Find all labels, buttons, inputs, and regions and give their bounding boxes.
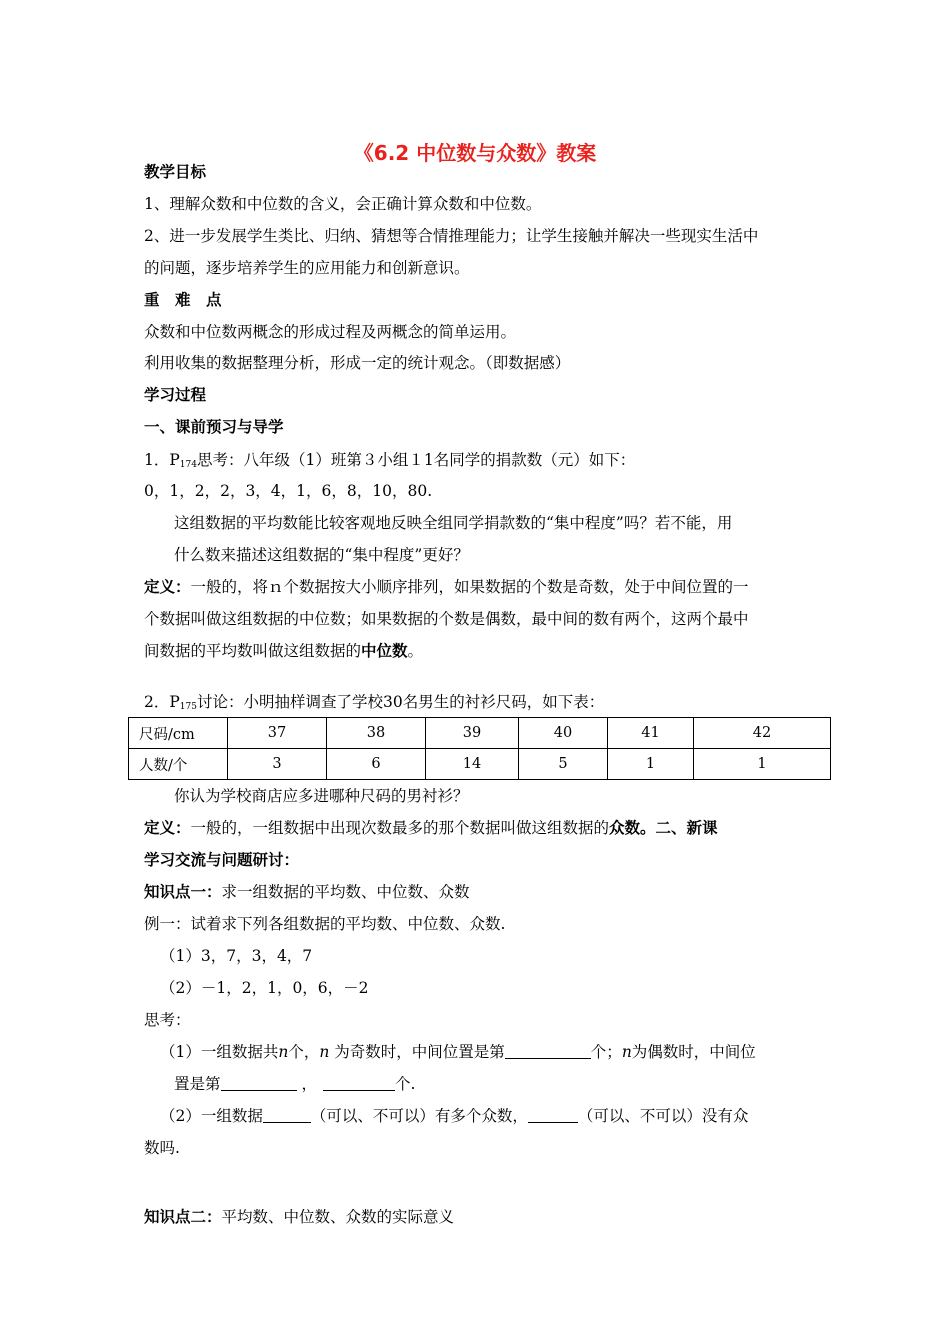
process-heading: 学习过程 — [144, 386, 207, 404]
objective-item-2-line-2: 的问题，逐步培养学生的应用能力和创新意识。 — [144, 259, 470, 277]
think-2-text-b: （可以、不可以）有多个众数， — [310, 1107, 528, 1125]
table-cell: 37 — [228, 718, 327, 749]
table-cell: 1 — [694, 749, 831, 780]
definition-median-line-3 — [144, 641, 423, 661]
table-cell: 42 — [694, 718, 831, 749]
definition-median-text-3: 间数据的平均数叫做这组数据的 — [144, 642, 362, 660]
think-1-text-e: 为偶数时，中间位 — [631, 1043, 756, 1061]
objectives-heading: 教学目标 — [144, 163, 207, 181]
definition-median-line-1 — [144, 577, 749, 597]
knowledge-point-1-text: 求一组数据的平均数、中位数、众数 — [221, 883, 470, 901]
section-1-heading: 一、课前预习与导学 — [144, 418, 284, 436]
variable-n: n — [621, 1043, 632, 1061]
example-1-set-1: （1）3，7，3，4，7 — [160, 947, 313, 965]
think-2-text-c: （可以、不可以）没有众 — [577, 1107, 749, 1125]
think-2-text-a: （2）一组数据 — [160, 1107, 263, 1125]
knowledge-point-1 — [144, 882, 470, 902]
think-1-text-c: 为奇数时，中间位置是第 — [329, 1043, 505, 1061]
knowledge-point-1-label: 知识点一： — [144, 883, 222, 901]
think-2-line-1 — [160, 1106, 748, 1126]
table-row — [129, 749, 831, 780]
new-lesson-heading: 。二、新课 — [640, 819, 718, 837]
table-row-header: 人数/个 — [129, 749, 228, 780]
answer-blank[interactable] — [263, 1106, 311, 1123]
key-points-heading: 重 难 点 — [144, 291, 222, 309]
table-cell: 41 — [608, 718, 694, 749]
section-2-heading: 学习交流与问题研讨： — [144, 851, 300, 869]
table-cell: 39 — [426, 718, 519, 749]
table-row — [129, 718, 831, 749]
table-cell: 40 — [519, 718, 608, 749]
mode-term: 众数 — [609, 819, 641, 837]
think-label: 思考： — [144, 1011, 191, 1029]
table-cell: 3 — [228, 749, 327, 780]
objective-item-1: 1、理解众数和中位数的含义，会正确计算众数和中位数。 — [144, 195, 542, 213]
definition-median-text-1: 一般的，将ｎ个数据按大小顺序排列，如果数据的个数是奇数，处于中间位置的一 — [190, 578, 749, 596]
answer-blank[interactable] — [323, 1074, 395, 1091]
example-1: 例一：试着求下列各组数据的平均数、中位数、众数. — [144, 915, 506, 933]
shirt-size-table — [128, 717, 831, 780]
definition-mode — [144, 818, 718, 838]
table-row-header: 尺码/cm — [129, 718, 228, 749]
example-1-set-2: （2）－1，2，1，0，6，－2 — [160, 979, 369, 997]
knowledge-point-2-text: 平均数、中位数、众数的实际意义 — [221, 1208, 455, 1226]
answer-blank[interactable] — [528, 1106, 578, 1123]
table-cell: 5 — [519, 749, 608, 780]
table-cell: 1 — [608, 749, 694, 780]
question-2-page: 175 — [179, 702, 197, 712]
definition-label: 定义： — [144, 819, 191, 837]
variable-n: n — [278, 1043, 289, 1061]
document-title: 《6.2 中位数与众数》教案 — [353, 141, 597, 165]
objective-item-2-line-1: 2、进一步发展学生类比、归纳、猜想等合情推理能力；让学生接触并解决一些现实生活中 — [144, 227, 759, 245]
think-1-text-b: 个， — [288, 1043, 320, 1061]
question-2 — [144, 692, 604, 717]
key-point-line-2: 利用收集的数据整理分析，形成一定的统计观念。（即数据感） — [144, 354, 571, 372]
table-cell: 38 — [327, 718, 426, 749]
question-2-prefix: 2．P — [144, 693, 180, 711]
think-1-text-d: 个； — [590, 1043, 622, 1061]
table-cell: 6 — [327, 749, 426, 780]
question-1 — [144, 450, 635, 475]
median-term: 中位数 — [361, 642, 408, 660]
question-1-data: 0，1，2，2，3，4，1，6，8，10，80. — [144, 482, 433, 500]
definition-median-end: 。 — [407, 642, 424, 660]
think-2-line-2: 数吗. — [144, 1139, 180, 1157]
definition-median-line-2: 个数据叫做这组数据的中位数；如果数据的个数是偶数，最中间的数有两个，这两个最中 — [144, 610, 749, 628]
key-point-line-1: 众数和中位数两概念的形成过程及两概念的简单运用。 — [144, 323, 517, 341]
knowledge-point-2 — [144, 1207, 454, 1227]
definition-mode-text: 一般的，一组数据中出现次数最多的那个数据叫做这组数据的 — [190, 819, 610, 837]
question-1-question-line-2: 什么数来描述这组数据的“集中程度”更好？ — [174, 546, 469, 564]
think-1-text-g: 个. — [394, 1075, 416, 1093]
question-1-page: 174 — [179, 460, 197, 470]
question-1-prefix: 1．P — [144, 451, 180, 469]
think-1-line-2 — [174, 1074, 415, 1094]
question-1-text: 思考：八年级（1）班第３小组１1名同学的捐款数（元）如下： — [196, 451, 636, 469]
question-1-question-line-1: 这组数据的平均数能比较客观地反映全组同学捐款数的“集中程度”吗？若不能，用 — [174, 514, 733, 532]
think-1-line-1 — [160, 1042, 756, 1062]
think-1-text-a: （1）一组数据共 — [160, 1043, 279, 1061]
answer-blank[interactable] — [505, 1042, 591, 1059]
variable-n: n — [319, 1043, 330, 1061]
table-cell: 14 — [426, 749, 519, 780]
question-2-question: 你认为学校商店应多进哪种尺码的男衬衫？ — [174, 787, 469, 805]
think-1-separator: ， — [296, 1075, 317, 1093]
definition-label: 定义： — [144, 578, 191, 596]
think-1-text-f: 置是第 — [174, 1075, 221, 1093]
question-2-text: 讨论：小明抽样调查了学校30名男生的衬衫尺码，如下表： — [196, 693, 605, 711]
answer-blank[interactable] — [221, 1074, 297, 1091]
knowledge-point-2-label: 知识点二： — [144, 1208, 222, 1226]
